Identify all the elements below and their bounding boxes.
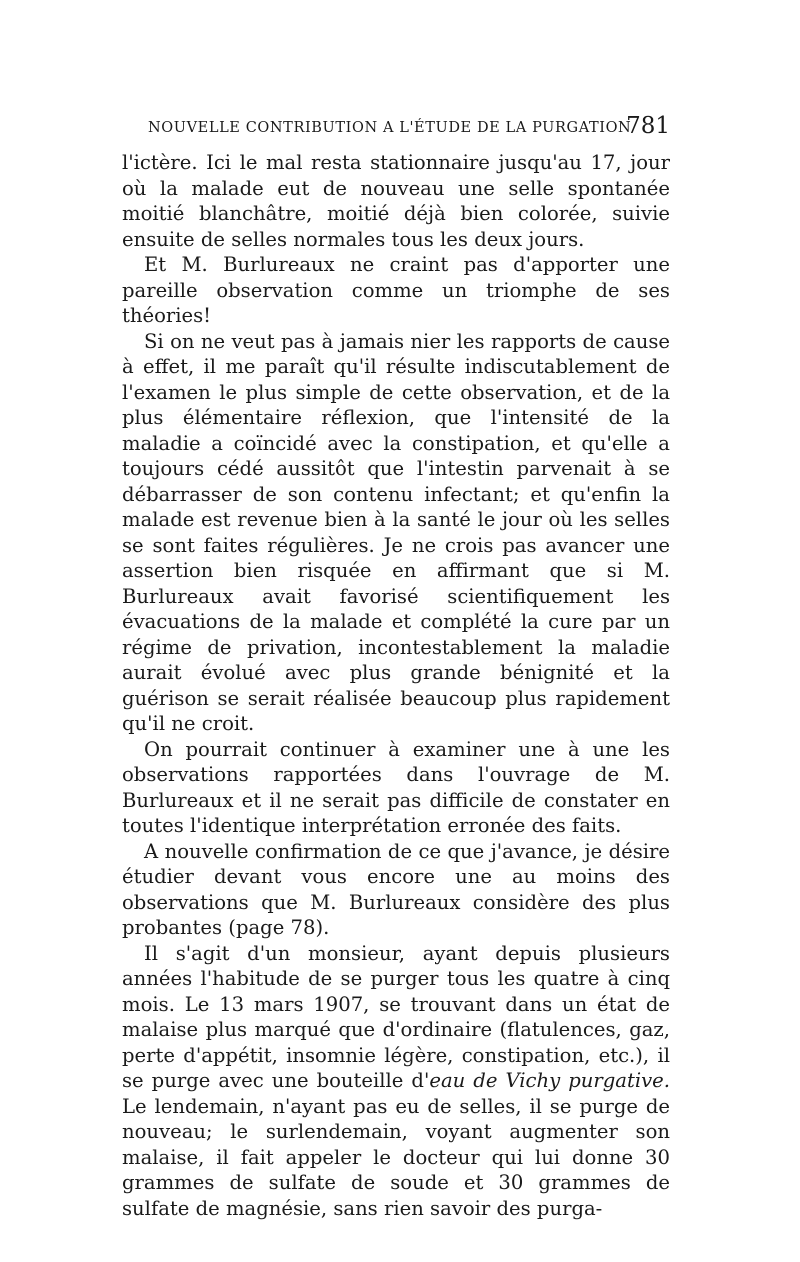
running-head-title: NOUVELLE CONTRIBUTION A L'ÉTUDE DE LA PURGATION (148, 120, 632, 136)
page-number: 781 (626, 113, 670, 139)
paragraph-6 (122, 941, 670, 1222)
paragraph-1: l'ictère. Ici le mal resta stationnaire jusqu'au 17, jour où la malade eut de nouveau une selle spontanée moitié blanchâtre, moitié déjà bien colorée, suivie ensuite de selles normales tous les deux jours. (122, 151, 670, 251)
body-text (122, 150, 670, 1221)
paragraph-6-italic-text: eau de Vichy purgative. (429, 1069, 670, 1092)
paragraph-6-text-after: Le lendemain, n'ayant pas eu de selles, il se purge de nouveau; le surlendemain, voyant augmenter son malaise, il fait appeler le docteur qui lui donne 30 grammes de sulfate de soude et 30 grammes de sulfate de magnésie, sans rien savoir des purga- (122, 1094, 670, 1220)
running-head (148, 113, 670, 146)
paragraph-2: Et M. Burlureaux ne craint pas d'apporter une pareille observation comme un triomphe de ses théories! (122, 253, 670, 327)
paragraph-3: Si on ne veut pas à jamais nier les rapports de cause à effet, il me paraît qu'il résulte indiscutablement de l'examen le plus simple de cette observation, et de la plus élémentaire réflexion, que l'intensité de la maladie a coïncidé avec la constipation, et qu'elle a toujours cédé aussitôt que l'intestin parvenait à se débarrasser de son contenu infectant; et qu'enfin la malade est revenue bien à la santé le jour où les selles se sont faites régulières. Je ne crois pas avancer une assertion bien risquée en affirmant que si M. Burlureaux avait favorisé scientifiquement les évacuations de la malade et complété la cure par un régime de privation, incontestablement la maladie aurait évolué avec plus grande bénignité et la guérison se serait réalisée beaucoup plus rapidement qu'il ne croit. (122, 329, 670, 735)
paragraph-6-text-before: Il s'agit d'un monsieur, ayant depuis plusieurs années l'habitude de se purger tous les quatre à cinq mois. Le 13 mars 1907, se trouvant dans un état de malaise plus marqué que d'ordinaire (flatulences, gaz, perte d'appétit, insomnie légère, constipation, etc.), il se purge avec une bouteille d' (122, 941, 670, 1092)
paragraph-4: On pourrait continuer à examiner une à une les observations rapportées dans l'ouvrage de M. Burlureaux et il ne serait pas difficile de constater en toutes l'identique interprétation erronée des faits. (122, 737, 670, 837)
paragraph-5: A nouvelle confirmation de ce que j'avance, je désire étudier devant vous encore une au moins des observations que M. Burlureaux considère des plus probantes (page 78). (122, 839, 670, 939)
